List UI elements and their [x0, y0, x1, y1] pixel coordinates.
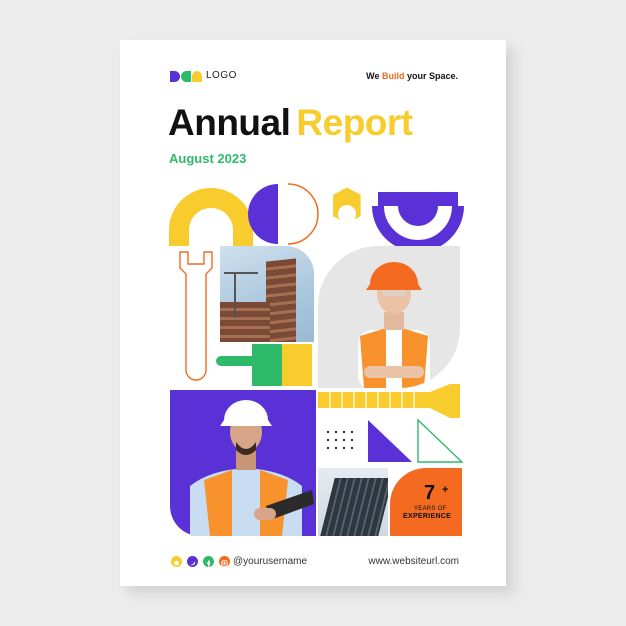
twitter-icon[interactable] [187, 556, 198, 567]
dot-grid-shape [327, 431, 353, 449]
tagline: We Build your Space. [366, 71, 458, 81]
logo-text: LOGO [206, 70, 237, 81]
glass-tower-photo [318, 468, 388, 536]
annual-report-poster [120, 40, 506, 586]
instagram-icon[interactable] [219, 556, 230, 567]
page-title: Annual Report [168, 102, 413, 143]
yellow-arch-shape [169, 188, 253, 246]
female-worker-photo [318, 246, 460, 388]
purple-triangle-shape [368, 420, 412, 462]
username-link[interactable]: @yourusername [233, 556, 308, 567]
report-date: August 2023 [169, 151, 247, 166]
screw-shape [318, 384, 460, 418]
green-triangle-outline-shape [418, 420, 462, 462]
male-worker-photo [170, 390, 316, 536]
badge-number: 7 [424, 482, 436, 504]
badge-plus: + [442, 484, 449, 496]
badge-line1: YEARS OF [414, 506, 447, 512]
badge-line2: EXPERIENCE [403, 513, 452, 520]
wrench-outline-shape [180, 252, 212, 380]
facebook-icon[interactable] [203, 556, 214, 567]
website-link[interactable]: www.websiteurl.com [368, 556, 459, 567]
snapchat-icon[interactable] [171, 556, 182, 567]
building-construction-photo [220, 246, 314, 342]
outline-half-circle-shape [288, 184, 318, 244]
